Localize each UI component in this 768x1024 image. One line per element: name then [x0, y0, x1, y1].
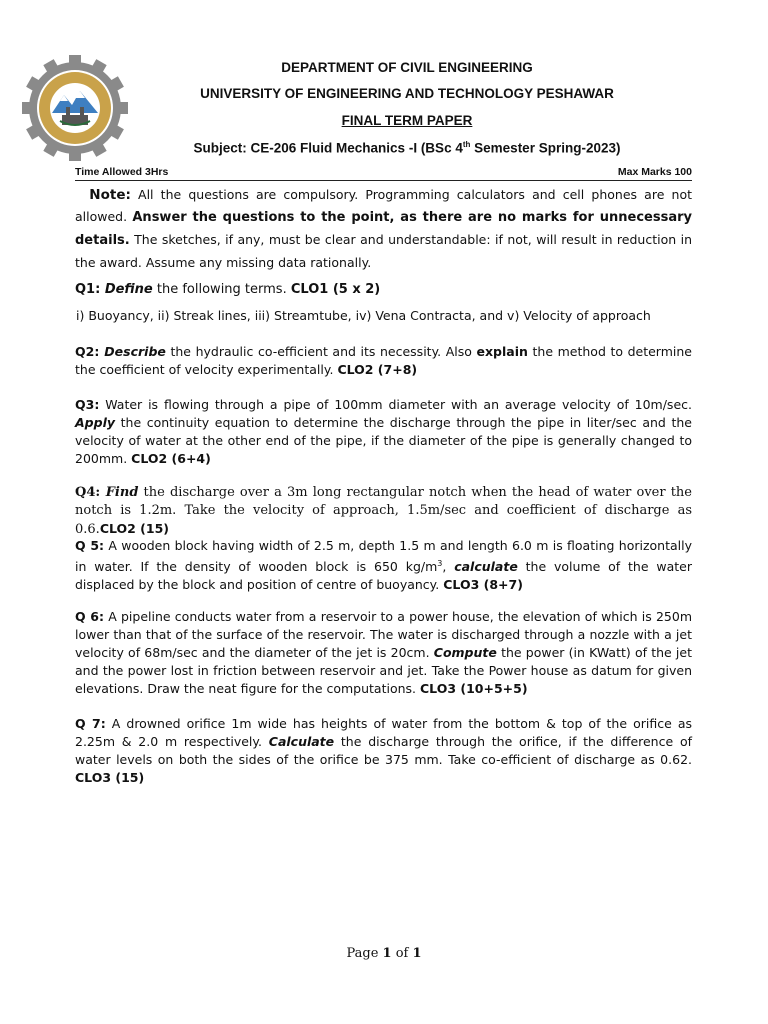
page-label: Page	[346, 946, 383, 961]
subject-post: Semester Spring-2023)	[470, 140, 621, 156]
question-3	[75, 396, 692, 468]
page-of: of	[391, 946, 413, 961]
q3-text-2: the continuity equation to determine the discharge through the pipe in liter/sec and the velocity of water at the other end of the pipe, if the diameter of the pipe is generally changed to 200mm.	[75, 415, 692, 466]
department-title: DEPARTMENT OF CIVIL ENGINEERING	[281, 60, 533, 75]
subject-pre: Subject: CE-206 Fluid Mechanics -I (BSc 4	[193, 140, 463, 156]
question-5	[75, 537, 692, 594]
subject-title	[130, 140, 684, 156]
question-1	[75, 281, 692, 299]
q2-text-2: the method to determine the coefficient of velocity experimentally.	[75, 344, 692, 377]
q6-verb: Compute	[433, 645, 497, 660]
q6-text-2: the power (in KWatt) of the jet and the power lost in friction between reservoir and jet. Take the Power house as datum for given elevations. Draw the neat figure for the computations.	[75, 645, 692, 696]
q3-verb: Apply	[75, 415, 116, 430]
q3-label: Q3:	[75, 397, 100, 412]
question-6	[75, 608, 692, 698]
q5-sup: 3	[437, 559, 443, 568]
q6-clo: CLO3 (10+5+5)	[420, 681, 528, 696]
q4-text: the discharge over a 3m long rectangular notch when the head of water over the notch is 1.2m. Take the velocity of approach, 1.5m/sec and coefficient of discharge as 0.6.	[75, 485, 692, 537]
page-number: 1	[382, 946, 392, 961]
q5-verb: calculate	[454, 559, 518, 575]
q7-clo: CLO3 (15)	[75, 770, 145, 785]
q6-text-1: A pipeline conducts water from a reservoir to a power house, the elevation of which is 250m lower than that of the surface of the reservoir. The water is discharged through a nozzle with a jet velocity of 68m/sec and the diameter of the jet is 20cm.	[75, 609, 692, 660]
university-seal-icon	[22, 55, 128, 161]
page-total: 1	[412, 946, 422, 961]
q2-text-1: the hydraulic co-efficient and its necessity. Also	[165, 344, 477, 359]
q1-verb: Define	[104, 282, 153, 297]
q4-label: Q4:	[75, 485, 106, 500]
subject-sup: th	[462, 140, 471, 149]
q3-clo: CLO2 (6+4)	[131, 451, 211, 466]
q5-text-2: ,	[442, 559, 455, 575]
q7-label: Q 7:	[75, 716, 106, 731]
q4-clo: CLO2 (15)	[99, 521, 170, 536]
q1-text: the following terms.	[152, 282, 291, 297]
q5-label: Q 5:	[75, 538, 105, 553]
university-title: UNIVERSITY OF ENGINEERING AND TECHNOLOGY PESHAWAR	[200, 86, 614, 101]
q7-text-1: A drowned orifice 1m wide has heights of water from the bottom & top of the orifice as 2.25m & 2.0 m respectively.	[75, 716, 692, 749]
time-allowed: Time Allowed 3Hrs	[75, 166, 169, 178]
note-text-1: All the questions are compulsory. Programming calculators and cell phones are not allowed.	[75, 187, 692, 224]
question-2	[75, 343, 692, 379]
q1-terms-list: i) Buoyancy, ii) Streak lines, iii) Streamtube, iv) Vena Contracta, and v) Velocity of approach	[76, 308, 651, 323]
q2-label: Q2:	[75, 344, 105, 359]
q7-verb: Calculate	[268, 734, 335, 749]
note-label: Note:	[89, 187, 131, 203]
q4-verb: Find	[105, 485, 139, 500]
exam-meta-line	[75, 166, 692, 181]
q6-label: Q 6:	[75, 609, 104, 624]
q2-verb: Describe	[104, 344, 166, 359]
q5-clo: CLO3 (8+7)	[443, 577, 523, 593]
question-7	[75, 715, 692, 787]
paper-title: FINAL TERM PAPER	[341, 113, 473, 128]
q2-verb-2: explain	[476, 344, 528, 359]
page-footer	[0, 946, 768, 961]
q2-clo: CLO2 (7+8)	[337, 362, 418, 377]
q1-clo: CLO1 (5 x 2)	[290, 282, 381, 297]
q3-text-1: Water is flowing through a pipe of 100mm diameter with an average velocity of 10m/sec.	[99, 397, 692, 412]
max-marks: Max Marks 100	[617, 166, 692, 178]
q1-label: Q1:	[75, 282, 105, 297]
question-4	[75, 484, 692, 539]
q5-text-1: A wooden block having width of 2.5 m, depth 1.5 m and length 6.0 m is floating horizontally in water. If the density of wooden block is 650 kg/m	[75, 538, 692, 575]
note-text-2: The sketches, if any, must be clear and understandable: if not, will result in reduction in the award. Assume any missing data rationally.	[75, 232, 692, 270]
note-emphasis: Answer the questions to the point, as there are no marks for unnecessary details.	[75, 210, 692, 248]
q7-text-2: the discharge through the orifice, if the difference of water levels on both the sides of the orifice be 375 mm. Take co-efficient of discharge as 0.62.	[75, 734, 692, 767]
q5-text-3: the volume of the water displaced by the block and position of centre of buoyancy.	[75, 559, 692, 593]
note-paragraph	[75, 184, 692, 274]
